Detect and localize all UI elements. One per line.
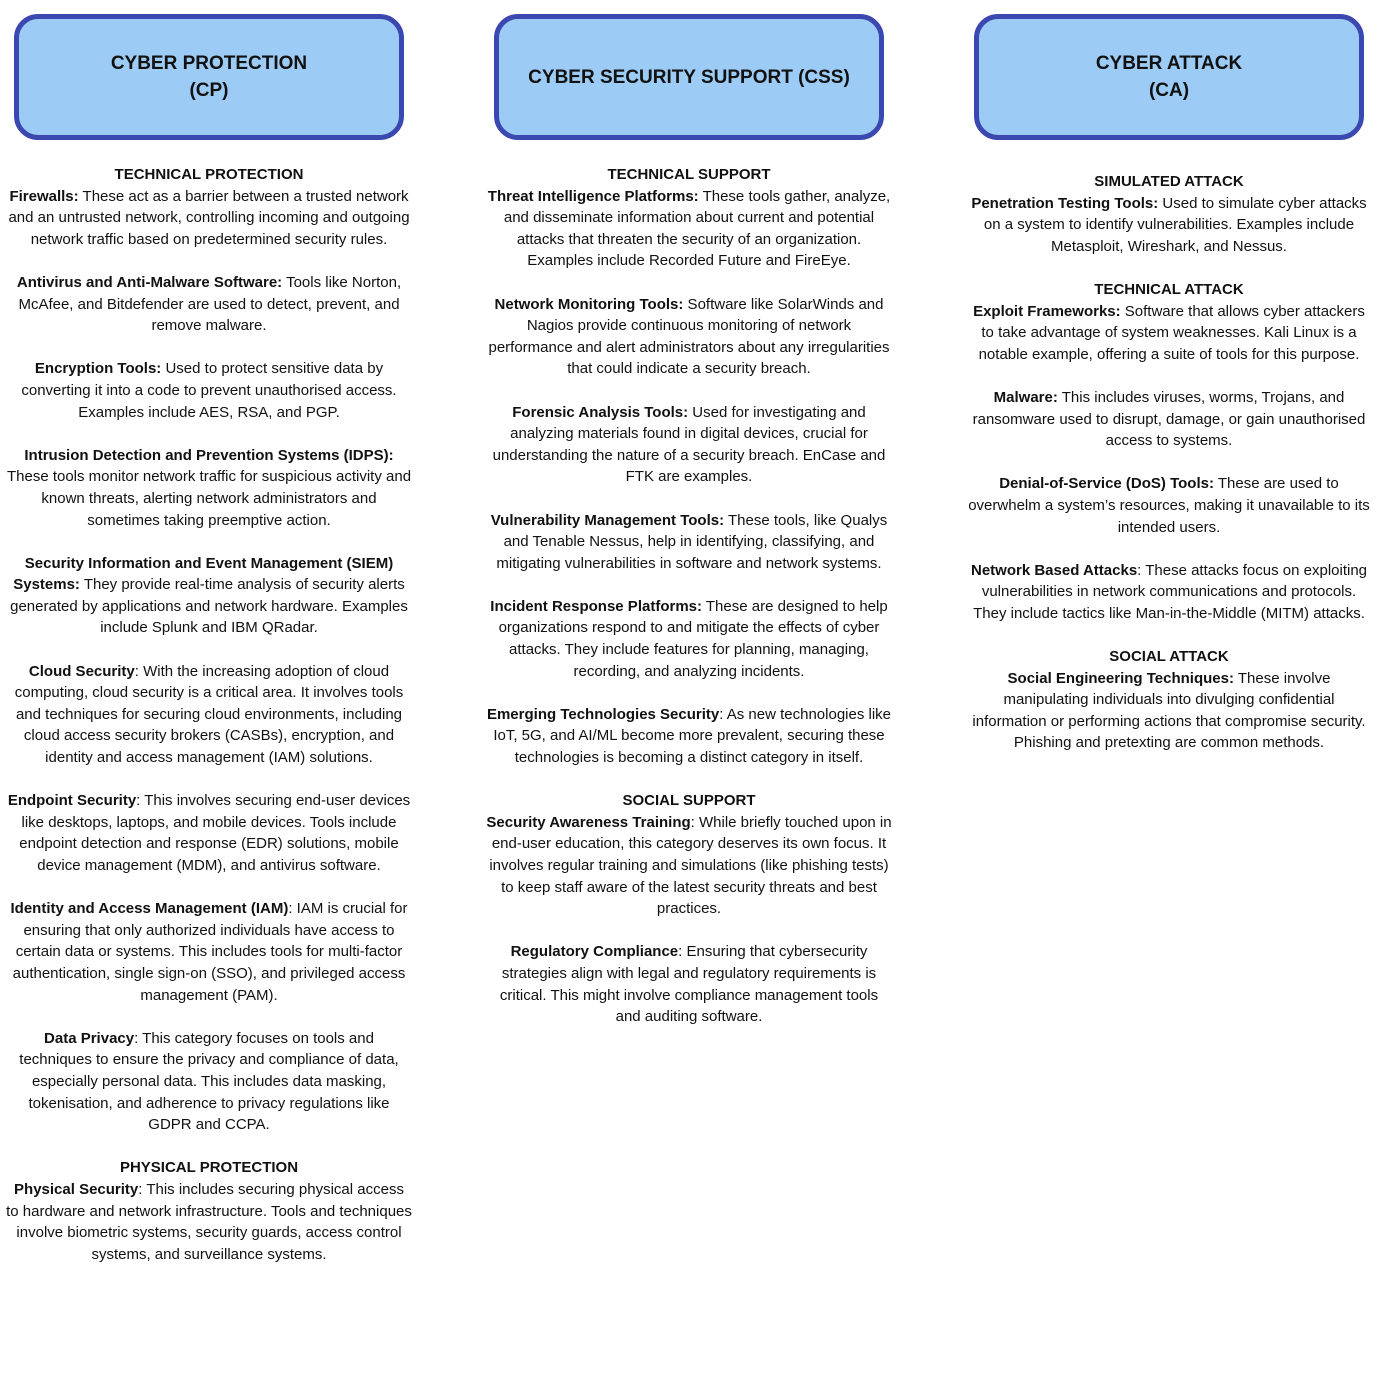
- section-title: SOCIAL ATTACK: [1109, 648, 1229, 666]
- tool-item-description: : As new technologies like IoT, 5G, and AI/ML become more prevalent, securing these technologies is becoming a distinct category in itself.: [493, 705, 892, 767]
- header-box-cyber-protection: [14, 14, 404, 140]
- tool-item: [486, 402, 892, 488]
- tool-item-name: Network Based Attacks: [970, 561, 1138, 579]
- tool-item: [6, 445, 412, 531]
- tool-item-description: Software that allows cyber attackers to take advantage of system weaknesses. Kali Linux is a notable example, offering a suite of tools for this purpose.: [978, 302, 1365, 363]
- tool-item-description: : With the increasing adoption of cloud computing, cloud security is a critical area. It involves tools and techniques for securing cloud environments, including cloud access security brokers (CASBs), encryption, and identity and access management (IAM) solutions.: [14, 662, 404, 767]
- tool-item: [966, 301, 1372, 366]
- tool-item: [6, 553, 412, 639]
- tool-item-name: Emerging Technologies Security: [486, 705, 720, 723]
- tool-item-name: Security Awareness Training: [486, 813, 691, 831]
- tool-item-name: Social Engineering Techniques:: [1007, 669, 1234, 687]
- column-cyber-attack: [968, 14, 1370, 752]
- tool-item-name: Denial-of-Service (DoS) Tools:: [999, 475, 1214, 493]
- tool-item-name: Penetration Testing Tools:: [971, 194, 1159, 212]
- tool-item: [486, 510, 892, 575]
- tool-item: [6, 661, 412, 769]
- tool-item: [6, 790, 412, 876]
- column-content: [6, 164, 412, 1287]
- tool-item-name: Endpoint Security: [7, 792, 137, 810]
- header-box-cyber-attack: [974, 14, 1364, 140]
- tool-item-name: Encryption Tools:: [34, 360, 162, 378]
- tool-item-description: : This includes securing physical access to hardware and network infrastructure. Tools and techniques involve biometric systems, security guards, access control systems, and surveillance systems.: [6, 1180, 412, 1263]
- section-title: TECHNICAL SUPPORT: [607, 166, 771, 183]
- tool-item-name: Intrusion Detection and Prevention Systems (IDPS):: [24, 446, 394, 464]
- tool-item: [966, 193, 1372, 258]
- tool-item: [966, 387, 1372, 452]
- tool-item-description: : While briefly touched upon in end-user education, this category deserves its own focus. It involves regular training and simulations (like phishing tests) to keep staff aware of the latest security threats and best practices.: [489, 813, 892, 918]
- tool-item: [966, 473, 1372, 538]
- tool-item-description: : IAM is crucial for ensuring that only authorized individuals have access to certain data or systems. This includes tools for multi-factor authentication, single sign-on (SSO), and privileged access management (PAM).: [12, 900, 408, 1004]
- tool-item-description: These tools, like Qualys and Tenable Nessus, help in identifying, classifying, and mitigating vulnerabilities in software and network systems.: [496, 511, 888, 572]
- tool-item-description: Used to protect sensitive data by converting it into a code to prevent unauthorised access. Examples include AES, RSA, and PGP.: [21, 360, 397, 421]
- column-cyber-protection: [6, 14, 412, 1263]
- section-title: PHYSICAL PROTECTION: [119, 1159, 299, 1177]
- tool-item-description: : These attacks focus on exploiting vulnerabilities in network communications and protocols. They include tactics like Man-in-the-Middle (MITM) attacks.: [973, 561, 1368, 622]
- tool-item-name: Identity and Access Management (IAM): [10, 900, 289, 918]
- tool-item-name: Antivirus and Anti-Malware Software:: [16, 273, 283, 291]
- tool-item-name: Threat Intelligence Platforms:: [487, 187, 699, 205]
- tool-item: [6, 358, 412, 423]
- tool-item-name: Malware:: [993, 388, 1058, 406]
- tool-item-name: Cloud Security: [28, 662, 135, 680]
- tool-item-description: These are used to overwhelm a system’s resources, making it unavailable to its intended users.: [968, 475, 1370, 536]
- header-title: CYBER ATTACK (CA): [1095, 53, 1243, 101]
- tool-item-name: Data Privacy: [44, 1029, 135, 1047]
- section-title: TECHNICAL PROTECTION: [114, 166, 304, 183]
- tool-item-description: : This involves securing end-user devices like desktops, laptops, and mobile devices. Tools include endpoint detection and response (EDR) solutions, mobile device management (MDM), and antivirus software.: [19, 792, 411, 874]
- tool-item-name: Regulatory Compliance: [510, 943, 679, 961]
- column-content: [966, 171, 1372, 776]
- tool-item-description: These are designed to help organizations respond to and mitigate the effects of cyber attacks. They include features for planning, managing, recording, and analyzing incidents.: [498, 597, 888, 680]
- tool-item: [486, 704, 892, 769]
- header-title: CYBER SECURITY SUPPORT (CSS): [528, 66, 850, 88]
- tool-item-description: Tools like Norton, McAfee, and Bitdefender are used to detect, prevent, and remove malware.: [18, 273, 402, 335]
- column-content: [486, 164, 892, 1049]
- tool-item-name: Physical Security: [14, 1180, 139, 1198]
- tool-item-name: Incident Response Platforms:: [490, 597, 702, 615]
- tool-item: [486, 294, 892, 380]
- tool-item-description: Used for investigating and analyzing materials found in digital devices, crucial for understanding the nature of a security breach. EnCase and FTK are examples.: [492, 403, 886, 486]
- tool-item-description: These tools gather, analyze, and disseminate information about current and potential attacks that threaten the security of an organization. Examples include Recorded Future and FireEye.: [503, 187, 891, 270]
- tool-item-description: Software like SolarWinds and Nagios provide continuous monitoring of network performance and alert administrators about any irregularities that could indicate a security breach.: [488, 295, 890, 378]
- tool-item-name: Network Monitoring Tools:: [494, 295, 684, 313]
- tool-item-description: : Ensuring that cybersecurity strategies align with legal and regulatory requirements is critical. This might involve compliance management tools and auditing software.: [499, 943, 879, 1026]
- tool-item: [6, 1179, 412, 1265]
- tool-item-name: Firewalls:: [9, 187, 79, 205]
- tool-item-description: They provide real-time analysis of security alerts generated by applications and network hardware. Examples include Splunk and IBM QRadar.: [10, 576, 408, 637]
- tool-item: [486, 186, 892, 272]
- tool-item: [486, 596, 892, 682]
- tool-item: [6, 272, 412, 337]
- tool-item: [6, 1028, 412, 1136]
- section-title: SIMULATED ATTACK: [1094, 173, 1244, 190]
- column-cyber-security-support: [486, 14, 892, 1026]
- header-box-cyber-security-support: [494, 14, 884, 140]
- section-title: SOCIAL SUPPORT: [622, 792, 756, 810]
- tool-item: [486, 941, 892, 1027]
- tool-item: [6, 186, 412, 251]
- tool-item-description: Used to simulate cyber attacks on a system to identify vulnerabilities. Examples include Metasploit, Wireshark, and Nessus.: [983, 194, 1367, 255]
- tool-item-name: Forensic Analysis Tools:: [512, 403, 689, 421]
- tool-item: [486, 812, 892, 920]
- tool-item-name: Vulnerability Management Tools:: [490, 511, 725, 529]
- tool-item-description: This includes viruses, worms, Trojans, and ransomware used to disrupt, damage, or gain unauthorised access to systems.: [972, 388, 1366, 450]
- tool-item: [966, 560, 1372, 625]
- tool-item-description: These tools monitor network traffic for suspicious activity and known threats, alerting network administrators and sometimes taking preemptive action.: [6, 468, 412, 529]
- tool-item-description: : This category focuses on tools and techniques to ensure the privacy and compliance of data, especially personal data. This includes data masking, tokenisation, and adherence to privacy regulations like GDPR and CCPA.: [19, 1029, 399, 1134]
- tool-item: [966, 668, 1372, 754]
- tool-item: [6, 898, 412, 1006]
- tool-item-description: These act as a barrier between a trusted network and an untrusted network, controlling incoming and outgoing network traffic based on predetermined security rules.: [8, 187, 410, 248]
- tool-item-description: These involve manipulating individuals into divulging confidential information or performing actions that compromise security. Phishing and pretexting are common methods.: [972, 669, 1366, 752]
- tool-item-name: Exploit Frameworks:: [973, 302, 1121, 320]
- tool-item-name: Security Information and Event Management (SIEM) Systems:: [13, 554, 394, 594]
- header-title: CYBER PROTECTION (CP): [110, 53, 308, 101]
- section-title: TECHNICAL ATTACK: [1094, 280, 1244, 298]
